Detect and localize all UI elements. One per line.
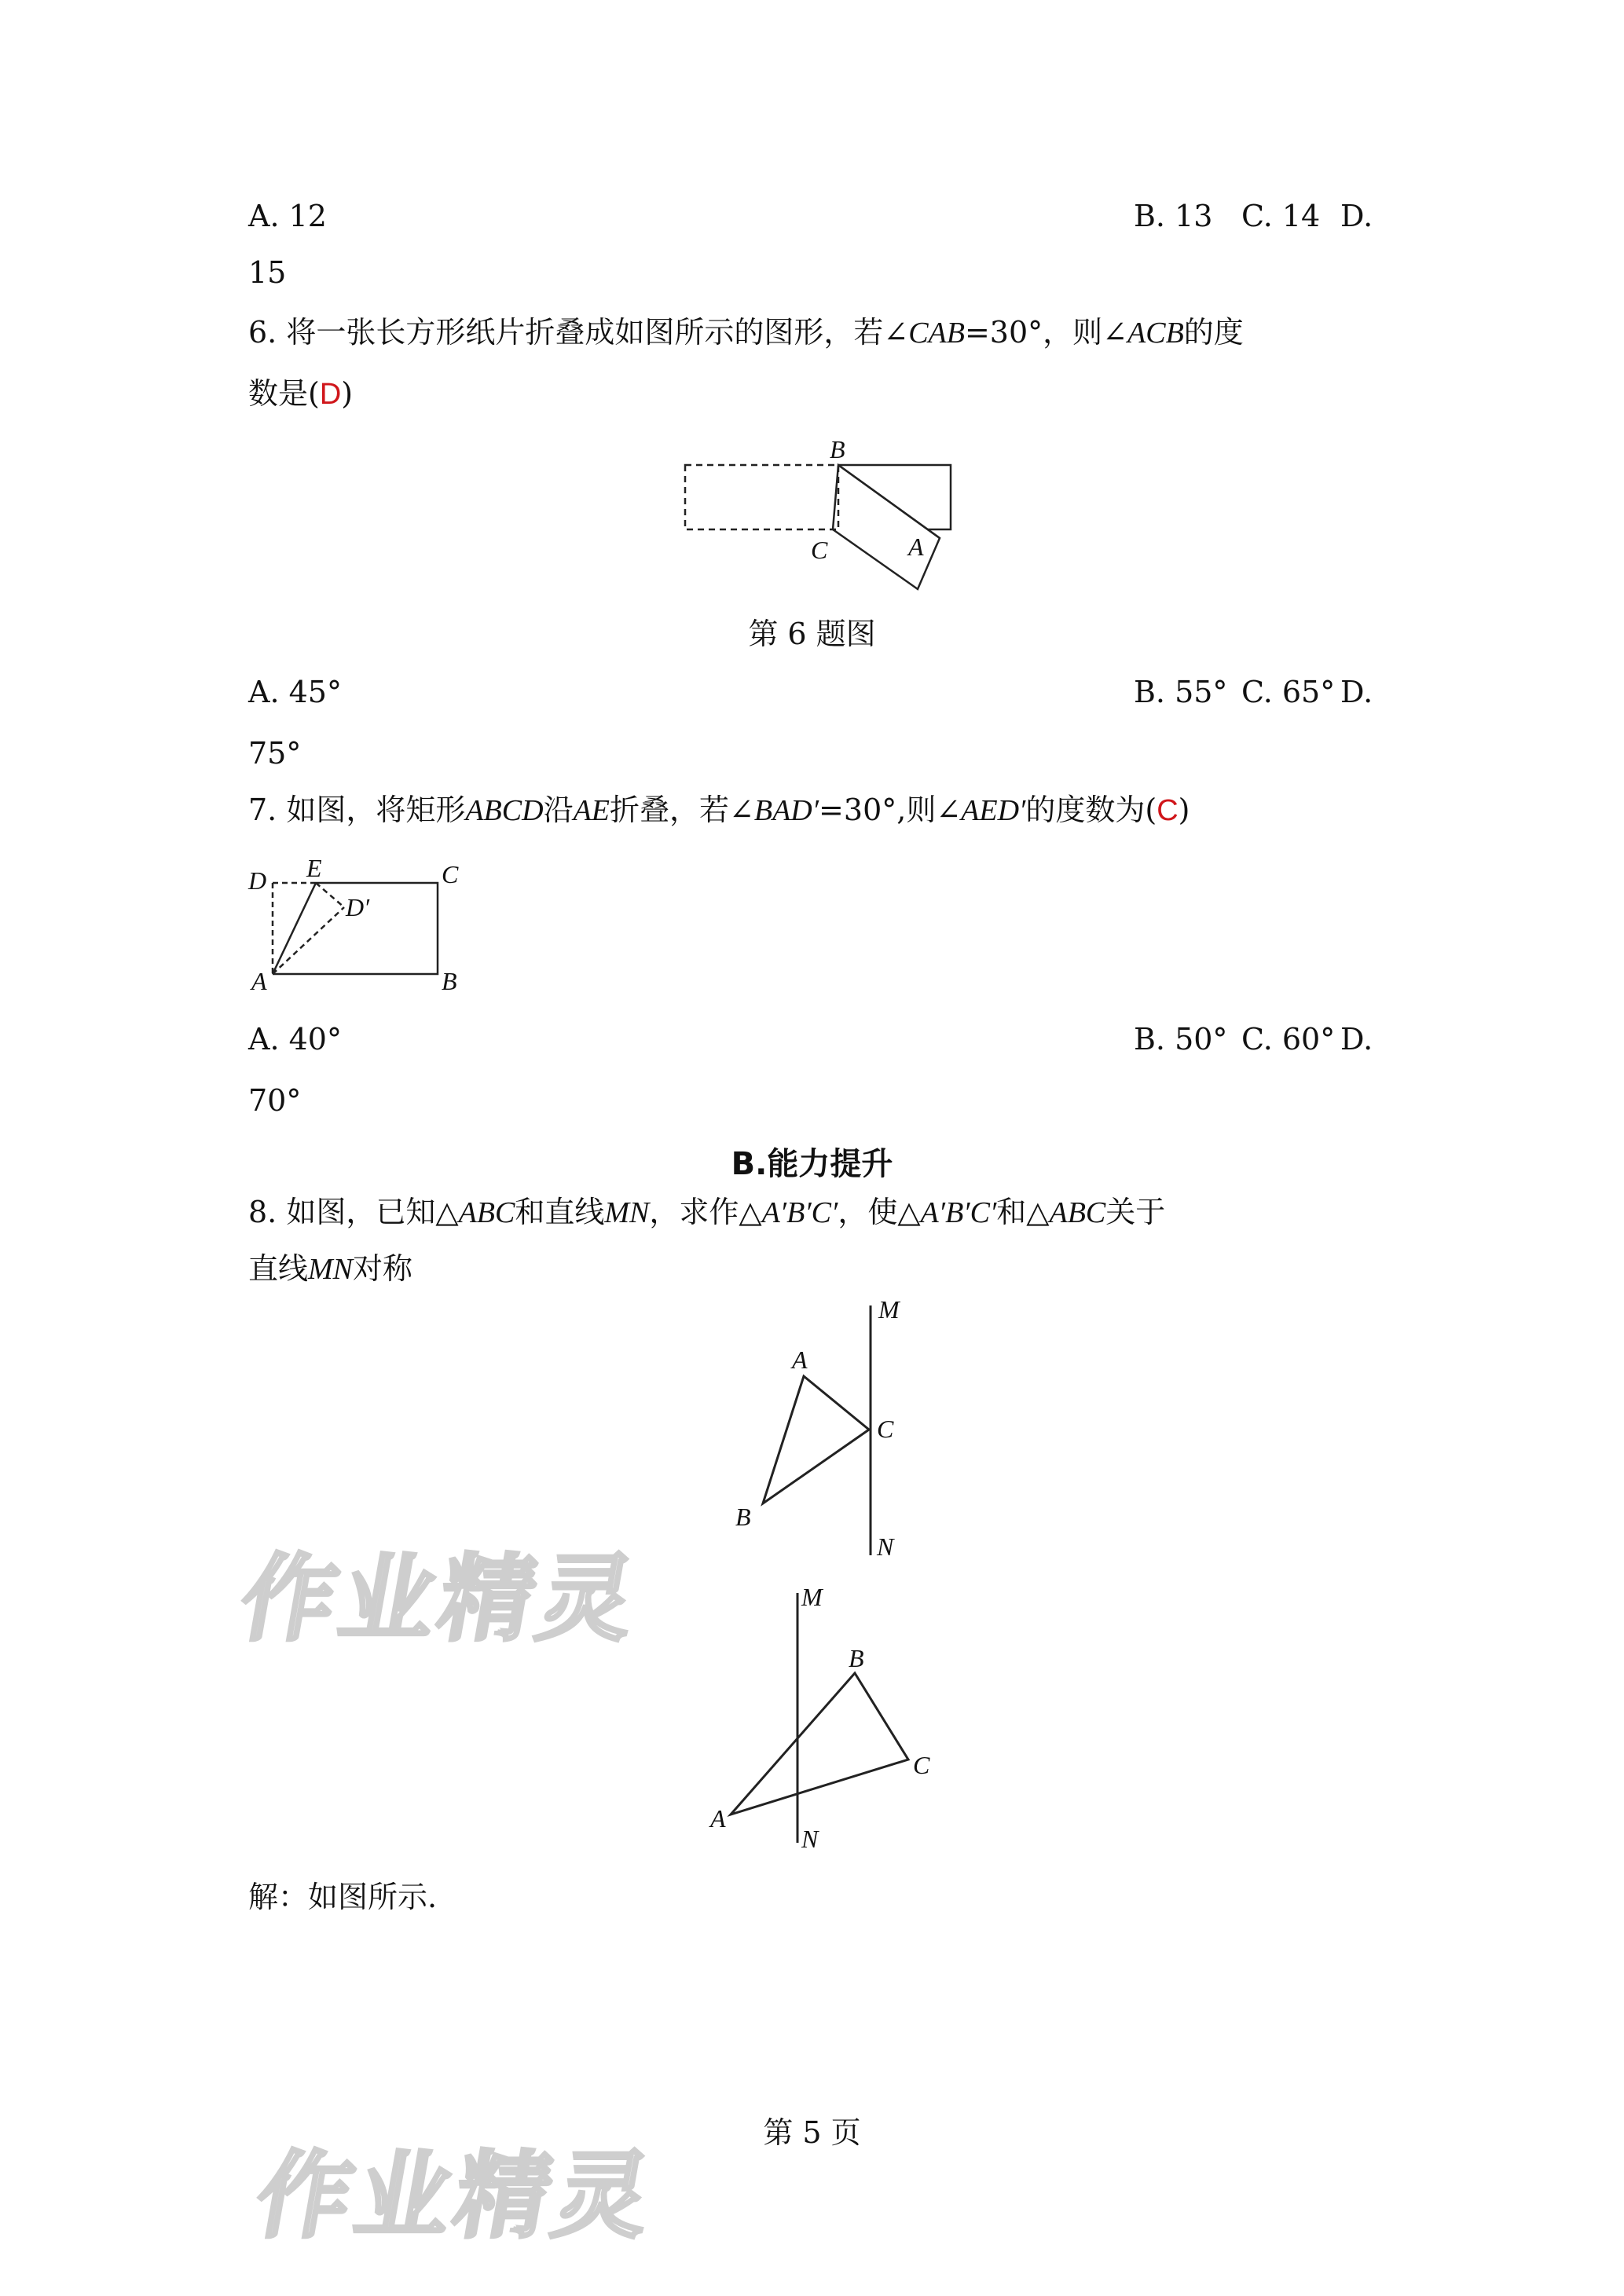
q8-line2-line: MN bbox=[308, 1253, 354, 1286]
page-number: 第 5 页 bbox=[763, 2115, 861, 2150]
q8-fig2-label-c: C bbox=[913, 1751, 930, 1779]
q7-dashed-ed bbox=[316, 883, 344, 907]
q7-label-dp: D′ bbox=[346, 893, 370, 921]
q8-line2-pre: 直线 bbox=[248, 1251, 309, 1286]
q6-answer: D bbox=[319, 378, 342, 411]
q8-fig1-label-c: C bbox=[877, 1415, 894, 1443]
q7-option-d: D. bbox=[1340, 1022, 1373, 1056]
q8-tri2: ABC bbox=[1049, 1196, 1106, 1229]
q7-rect: ABCD bbox=[465, 794, 544, 827]
watermark-bottom: 作业精灵 bbox=[247, 2142, 664, 2251]
q5-option-d: D. bbox=[1340, 199, 1373, 233]
q7-angle-given: BAD′ bbox=[753, 794, 819, 827]
q8-text-mid2: ，求作△ bbox=[649, 1195, 762, 1229]
q8-text-mid3: ，使△ bbox=[838, 1195, 921, 1229]
q8-figure-2 bbox=[691, 1579, 943, 1862]
q6-stem-line2 bbox=[248, 375, 353, 412]
q7-fold: AE bbox=[573, 794, 610, 827]
q7-text-pre: 7. 如图，将矩形 bbox=[248, 793, 466, 827]
q7-stem bbox=[248, 792, 1190, 829]
q8-fig1-label-b: B bbox=[735, 1503, 751, 1531]
q7-label-a: A bbox=[251, 967, 267, 995]
q8-tri: ABC bbox=[458, 1196, 515, 1229]
q8-fig2-label-n: N bbox=[801, 1825, 819, 1853]
q6-option-d: D. bbox=[1340, 675, 1373, 709]
q6-text-mid: =30°，则∠ bbox=[964, 315, 1128, 350]
q7-text-mid2: 折叠，若∠ bbox=[610, 793, 754, 827]
q6-angle-ask: ACB bbox=[1127, 317, 1184, 350]
q8-solution: 解：如图所示. bbox=[248, 1880, 438, 1914]
q6-fold-line bbox=[838, 465, 940, 538]
q7-fold-ae bbox=[273, 883, 316, 974]
q8-figure-1 bbox=[723, 1296, 927, 1563]
q6-label-b: B bbox=[830, 435, 845, 463]
q8-fig1-triangle bbox=[763, 1376, 869, 1503]
q8-tri-img2: A′B′C′ bbox=[920, 1196, 997, 1229]
q8-text-mid4: 和△ bbox=[996, 1195, 1050, 1229]
q8-text-mid1: 和直线 bbox=[515, 1195, 605, 1229]
q7-answer: C bbox=[1157, 794, 1179, 827]
q6-option-a: A. 45° bbox=[248, 675, 342, 709]
q6-text-post: 的度 bbox=[1183, 315, 1244, 350]
q7-dashed-ad bbox=[273, 907, 344, 974]
q7-angle-ask: AED′ bbox=[961, 794, 1026, 827]
q8-fig2-triangle bbox=[731, 1673, 908, 1814]
q8-tri-img: A′B′C′ bbox=[761, 1196, 838, 1229]
q8-fig1-label-n: N bbox=[877, 1532, 894, 1561]
q6-figure-caption: 第 6 题图 bbox=[748, 617, 876, 651]
q8-fig1-label-m: M bbox=[878, 1295, 900, 1324]
q8-fig2-label-b: B bbox=[849, 1644, 864, 1672]
q8-fig1-label-a: A bbox=[792, 1346, 808, 1374]
q7-text-mid1: 沿 bbox=[543, 793, 574, 827]
q7-text-post: 的度数为( bbox=[1025, 793, 1157, 827]
q6-figure bbox=[676, 428, 974, 601]
q6-label-a: A bbox=[908, 533, 924, 561]
q6-line2-pre: 数是( bbox=[248, 376, 320, 411]
q7-figure bbox=[244, 848, 479, 995]
q8-stem-line2 bbox=[248, 1251, 412, 1287]
q6-option-b: B. 55° bbox=[1134, 675, 1228, 709]
q7-label-e: E bbox=[306, 854, 322, 882]
q5-option-a: A. 12 bbox=[248, 199, 327, 233]
q7-label-c: C bbox=[442, 860, 459, 888]
q5-option-d-value: 15 bbox=[248, 255, 287, 290]
q6-option-d-value: 75° bbox=[248, 736, 302, 771]
q6-dashed-rect bbox=[685, 465, 838, 529]
q6-angle-given: CAB bbox=[908, 317, 965, 350]
q8-text-post: 关于 bbox=[1105, 1195, 1166, 1229]
q7-option-b: B. 50° bbox=[1134, 1022, 1228, 1056]
q7-option-c: C. 60° bbox=[1241, 1022, 1336, 1056]
q6-rect-right bbox=[838, 465, 951, 529]
q8-line2-post: 对称 bbox=[353, 1251, 413, 1286]
q7-close: ) bbox=[1178, 793, 1190, 827]
q6-stem-line1 bbox=[248, 314, 1244, 351]
q7-label-d: D bbox=[248, 866, 267, 895]
q8-fig2-label-m: M bbox=[801, 1583, 823, 1611]
q7-option-d-value: 70° bbox=[248, 1083, 302, 1118]
q7-label-b: B bbox=[442, 967, 457, 995]
section-b-heading: B.能力提升 bbox=[731, 1146, 893, 1182]
q8-line: MN bbox=[604, 1196, 650, 1229]
q5-option-b: B. 13 bbox=[1134, 199, 1213, 233]
q8-stem-line1 bbox=[248, 1194, 1165, 1231]
q8-fig2-label-a: A bbox=[710, 1804, 726, 1833]
watermark-mid: 作业精灵 bbox=[232, 1545, 648, 1654]
q6-text-pre: 6. 将一张长方形纸片折叠成如图所示的图形，若∠ bbox=[248, 315, 909, 350]
q6-line2-post: ) bbox=[341, 376, 354, 411]
q7-text-mid3: =30°,则∠ bbox=[819, 793, 962, 827]
q6-option-c: C. 65° bbox=[1241, 675, 1336, 709]
q5-option-c: C. 14 bbox=[1241, 199, 1321, 233]
q7-option-a: A. 40° bbox=[248, 1022, 342, 1056]
q8-text-pre: 8. 如图，已知△ bbox=[248, 1195, 459, 1229]
q6-label-c: C bbox=[811, 536, 828, 564]
